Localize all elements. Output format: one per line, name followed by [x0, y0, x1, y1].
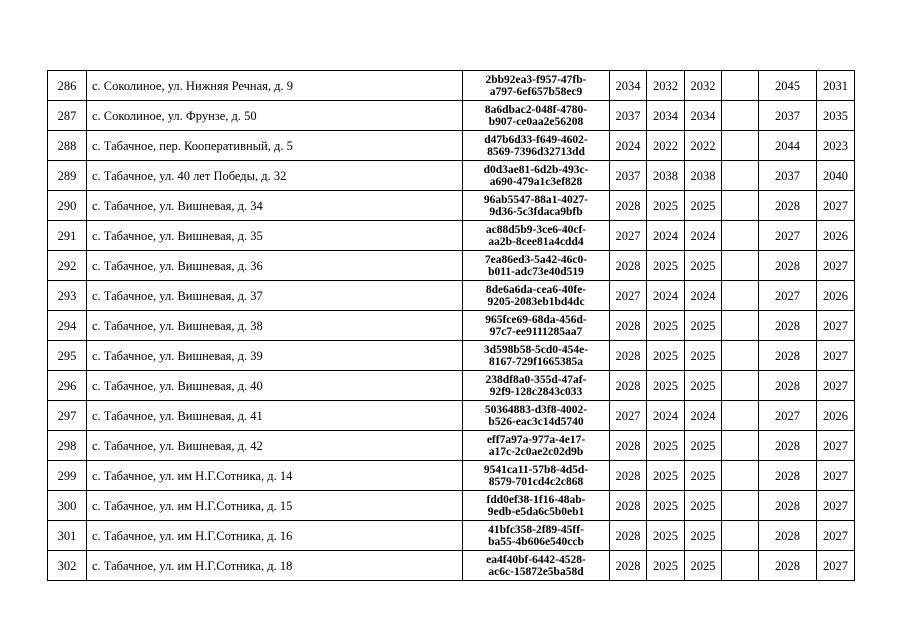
table-row — [48, 161, 855, 191]
year-cell-1: 2024 — [610, 131, 647, 161]
guid-line-2: 92f9-128c2843c033 — [489, 385, 583, 398]
year-cell-1: 2037 — [610, 101, 647, 131]
guid-line-1: fdd0ef38-1f16-48ab- — [486, 493, 586, 506]
year-cell-3: 2024 — [685, 281, 722, 311]
year-cell-1: 2034 — [610, 71, 647, 101]
guid-cell — [463, 551, 610, 581]
table-row — [48, 191, 855, 221]
guid-line-1: 41bfc358-2f89-45ff- — [488, 523, 584, 536]
year-cell-2: 2024 — [647, 221, 685, 251]
guid-line-1: d47b6d33-f649-4602- — [484, 133, 588, 146]
year-cell-4 — [722, 551, 759, 581]
guid-cell — [463, 281, 610, 311]
year-cell-6: 2026 — [817, 281, 855, 311]
year-cell-1: 2027 — [610, 401, 647, 431]
year-cell-1: 2028 — [610, 371, 647, 401]
guid-line-2: 9d36-5c3fdaca9bfb — [489, 205, 583, 218]
guid-cell — [463, 341, 610, 371]
year-cell-5: 2027 — [759, 401, 817, 431]
guid-line-1: ac88d5b9-3ce6-40cf- — [485, 223, 587, 236]
row-number: 301 — [48, 521, 87, 551]
row-number: 288 — [48, 131, 87, 161]
guid-line-2: 9edb-e5da6c5b0eb1 — [487, 505, 585, 518]
guid-line-1: d0d3ae81-6d2b-493c- — [483, 163, 589, 176]
guid-cell — [463, 221, 610, 251]
year-cell-5: 2028 — [759, 461, 817, 491]
year-cell-3: 2025 — [685, 431, 722, 461]
year-cell-6: 2026 — [817, 221, 855, 251]
table-row — [48, 491, 855, 521]
guid-line-2: aa2b-8cee81a4cdd4 — [488, 235, 584, 248]
address-cell: с. Табачное, ул. им Н.Г.Сотника, д. 16 — [87, 521, 463, 551]
year-cell-3: 2025 — [685, 371, 722, 401]
row-number: 294 — [48, 311, 87, 341]
year-cell-1: 2028 — [610, 311, 647, 341]
guid-line-1: 96ab5547-88a1-4027- — [483, 193, 589, 206]
buildings-table — [47, 70, 855, 581]
year-cell-2: 2025 — [647, 521, 685, 551]
year-cell-6: 2027 — [817, 341, 855, 371]
year-cell-2: 2024 — [647, 281, 685, 311]
year-cell-6: 2027 — [817, 191, 855, 221]
year-cell-2: 2022 — [647, 131, 685, 161]
address-cell: с. Табачное, ул. Вишневая, д. 35 — [87, 221, 463, 251]
table-row — [48, 131, 855, 161]
year-cell-2: 2025 — [647, 251, 685, 281]
table-row — [48, 461, 855, 491]
address-cell: с. Соколиное, ул. Нижняя Речная, д. 9 — [87, 71, 463, 101]
year-cell-3: 2022 — [685, 131, 722, 161]
year-cell-6: 2023 — [817, 131, 855, 161]
year-cell-5: 2037 — [759, 161, 817, 191]
year-cell-6: 2027 — [817, 251, 855, 281]
address-cell: с. Соколиное, ул. Фрунзе, д. 50 — [87, 101, 463, 131]
year-cell-1: 2028 — [610, 491, 647, 521]
year-cell-3: 2025 — [685, 491, 722, 521]
address-cell: с. Табачное, ул. 40 лет Победы, д. 32 — [87, 161, 463, 191]
year-cell-5: 2028 — [759, 491, 817, 521]
guid-line-2: 97c7-ee9111285aa7 — [489, 325, 583, 338]
year-cell-1: 2028 — [610, 191, 647, 221]
year-cell-4 — [722, 521, 759, 551]
year-cell-3: 2024 — [685, 401, 722, 431]
year-cell-1: 2028 — [610, 551, 647, 581]
guid-line-2: 8579-701cd4c2c868 — [488, 475, 584, 488]
year-cell-1: 2037 — [610, 161, 647, 191]
table-row — [48, 311, 855, 341]
row-number: 298 — [48, 431, 87, 461]
row-number: 287 — [48, 101, 87, 131]
table-row — [48, 251, 855, 281]
year-cell-4 — [722, 101, 759, 131]
year-cell-5: 2028 — [759, 341, 817, 371]
address-cell: с. Табачное, ул. Вишневая, д. 39 — [87, 341, 463, 371]
guid-line-2: a690-479a1c3ef828 — [489, 175, 583, 188]
guid-line-1: 2bb92ea3-f957-47fb- — [485, 73, 587, 86]
year-cell-4 — [722, 491, 759, 521]
year-cell-2: 2025 — [647, 371, 685, 401]
guid-line-2: ba55-4b606e540ccb — [488, 535, 584, 548]
year-cell-4 — [722, 71, 759, 101]
year-cell-5: 2028 — [759, 191, 817, 221]
year-cell-3: 2024 — [685, 221, 722, 251]
year-cell-1: 2027 — [610, 221, 647, 251]
year-cell-3: 2025 — [685, 461, 722, 491]
year-cell-6: 2027 — [817, 461, 855, 491]
guid-line-2: 8569-7396d32713dd — [487, 145, 585, 158]
guid-line-1: 3d598b58-5cd0-454e- — [483, 343, 589, 356]
address-cell: с. Табачное, ул. Вишневая, д. 40 — [87, 371, 463, 401]
year-cell-4 — [722, 221, 759, 251]
table-row — [48, 71, 855, 101]
year-cell-2: 2025 — [647, 341, 685, 371]
year-cell-4 — [722, 281, 759, 311]
guid-line-1: eff7a97a-977a-4e17- — [486, 433, 586, 446]
guid-cell — [463, 401, 610, 431]
year-cell-2: 2038 — [647, 161, 685, 191]
table-row — [48, 371, 855, 401]
year-cell-6: 2026 — [817, 401, 855, 431]
year-cell-4 — [722, 461, 759, 491]
year-cell-2: 2024 — [647, 401, 685, 431]
address-cell: с. Табачное, ул. Вишневая, д. 38 — [87, 311, 463, 341]
guid-cell — [463, 431, 610, 461]
year-cell-6: 2035 — [817, 101, 855, 131]
address-cell: с. Табачное, ул. им Н.Г.Сотника, д. 15 — [87, 491, 463, 521]
year-cell-4 — [722, 371, 759, 401]
year-cell-4 — [722, 431, 759, 461]
year-cell-5: 2044 — [759, 131, 817, 161]
year-cell-3: 2034 — [685, 101, 722, 131]
year-cell-3: 2032 — [685, 71, 722, 101]
guid-line-1: ea4f40bf-6442-4528- — [486, 553, 586, 566]
guid-cell — [463, 161, 610, 191]
year-cell-4 — [722, 311, 759, 341]
guid-cell — [463, 461, 610, 491]
year-cell-5: 2028 — [759, 371, 817, 401]
year-cell-6: 2027 — [817, 431, 855, 461]
table-row — [48, 281, 855, 311]
year-cell-2: 2025 — [647, 311, 685, 341]
year-cell-3: 2025 — [685, 551, 722, 581]
year-cell-5: 2028 — [759, 521, 817, 551]
row-number: 295 — [48, 341, 87, 371]
year-cell-5: 2028 — [759, 251, 817, 281]
year-cell-2: 2025 — [647, 461, 685, 491]
address-cell: с. Табачное, пер. Кооперативный, д. 5 — [87, 131, 463, 161]
year-cell-3: 2038 — [685, 161, 722, 191]
year-cell-2: 2032 — [647, 71, 685, 101]
guid-cell — [463, 491, 610, 521]
table-row — [48, 101, 855, 131]
row-number: 302 — [48, 551, 87, 581]
address-cell: с. Табачное, ул. им Н.Г.Сотника, д. 18 — [87, 551, 463, 581]
year-cell-6: 2027 — [817, 551, 855, 581]
row-number: 289 — [48, 161, 87, 191]
address-cell: с. Табачное, ул. Вишневая, д. 37 — [87, 281, 463, 311]
address-cell: с. Табачное, ул. им Н.Г.Сотника, д. 14 — [87, 461, 463, 491]
table-row — [48, 341, 855, 371]
year-cell-4 — [722, 191, 759, 221]
guid-line-1: 9541ca11-57b8-4d5d- — [483, 463, 589, 476]
table-row — [48, 521, 855, 551]
guid-line-2: b907-ce0aa2e56208 — [488, 115, 584, 128]
table-row — [48, 221, 855, 251]
year-cell-6: 2027 — [817, 521, 855, 551]
guid-line-2: a797-6ef657b58ec9 — [489, 85, 583, 98]
year-cell-1: 2028 — [610, 461, 647, 491]
guid-cell — [463, 101, 610, 131]
row-number: 290 — [48, 191, 87, 221]
guid-line-1: 8a6dbac2-048f-4780- — [484, 103, 588, 116]
row-number: 286 — [48, 71, 87, 101]
year-cell-5: 2028 — [759, 311, 817, 341]
guid-line-1: 50364883-d3f8-4002- — [484, 403, 588, 416]
year-cell-2: 2025 — [647, 191, 685, 221]
guid-line-2: a17c-2c0ae2c02d9b — [488, 445, 584, 458]
year-cell-5: 2027 — [759, 281, 817, 311]
year-cell-6: 2027 — [817, 311, 855, 341]
guid-cell — [463, 371, 610, 401]
row-number: 296 — [48, 371, 87, 401]
row-number: 292 — [48, 251, 87, 281]
guid-line-2: 9205-2083eb1bd4dc — [487, 295, 585, 308]
year-cell-4 — [722, 161, 759, 191]
year-cell-5: 2028 — [759, 431, 817, 461]
guid-line-2: ac6c-15872e5ba58d — [488, 565, 584, 578]
year-cell-6: 2031 — [817, 71, 855, 101]
row-number: 299 — [48, 461, 87, 491]
table-body — [48, 71, 855, 581]
guid-line-2: b011-adc73e40d519 — [488, 265, 584, 278]
guid-line-1: 7ea86ed3-5a42-46c0- — [484, 253, 588, 266]
year-cell-3: 2025 — [685, 311, 722, 341]
year-cell-3: 2025 — [685, 251, 722, 281]
guid-line-1: 238df8a0-355d-47af- — [485, 373, 587, 386]
guid-line-1: 8de6a6da-cea6-40fe- — [485, 283, 587, 296]
year-cell-3: 2025 — [685, 521, 722, 551]
year-cell-2: 2034 — [647, 101, 685, 131]
guid-cell — [463, 71, 610, 101]
row-number: 297 — [48, 401, 87, 431]
guid-line-2: 8167-729f1665385a — [489, 355, 583, 368]
row-number: 293 — [48, 281, 87, 311]
year-cell-2: 2025 — [647, 431, 685, 461]
guid-cell — [463, 311, 610, 341]
year-cell-4 — [722, 251, 759, 281]
year-cell-1: 2028 — [610, 521, 647, 551]
year-cell-1: 2028 — [610, 251, 647, 281]
year-cell-5: 2037 — [759, 101, 817, 131]
guid-cell — [463, 251, 610, 281]
year-cell-1: 2028 — [610, 431, 647, 461]
address-cell: с. Табачное, ул. Вишневая, д. 36 — [87, 251, 463, 281]
year-cell-5: 2045 — [759, 71, 817, 101]
year-cell-4 — [722, 341, 759, 371]
address-cell: с. Табачное, ул. Вишневая, д. 34 — [87, 191, 463, 221]
year-cell-4 — [722, 401, 759, 431]
year-cell-6: 2027 — [817, 491, 855, 521]
year-cell-2: 2025 — [647, 551, 685, 581]
row-number: 291 — [48, 221, 87, 251]
row-number: 300 — [48, 491, 87, 521]
guid-line-1: 965fce69-68da-456d- — [485, 313, 587, 326]
guid-cell — [463, 191, 610, 221]
year-cell-6: 2027 — [817, 371, 855, 401]
year-cell-1: 2028 — [610, 341, 647, 371]
guid-cell — [463, 131, 610, 161]
guid-line-2: b526-eac3c14d5740 — [488, 415, 584, 428]
year-cell-5: 2028 — [759, 551, 817, 581]
year-cell-4 — [722, 131, 759, 161]
year-cell-5: 2027 — [759, 221, 817, 251]
table-row — [48, 401, 855, 431]
address-cell: с. Табачное, ул. Вишневая, д. 41 — [87, 401, 463, 431]
guid-cell — [463, 521, 610, 551]
address-cell: с. Табачное, ул. Вишневая, д. 42 — [87, 431, 463, 461]
year-cell-6: 2040 — [817, 161, 855, 191]
year-cell-3: 2025 — [685, 191, 722, 221]
year-cell-3: 2025 — [685, 341, 722, 371]
year-cell-2: 2025 — [647, 491, 685, 521]
table-row — [48, 431, 855, 461]
year-cell-1: 2027 — [610, 281, 647, 311]
table-row — [48, 551, 855, 581]
